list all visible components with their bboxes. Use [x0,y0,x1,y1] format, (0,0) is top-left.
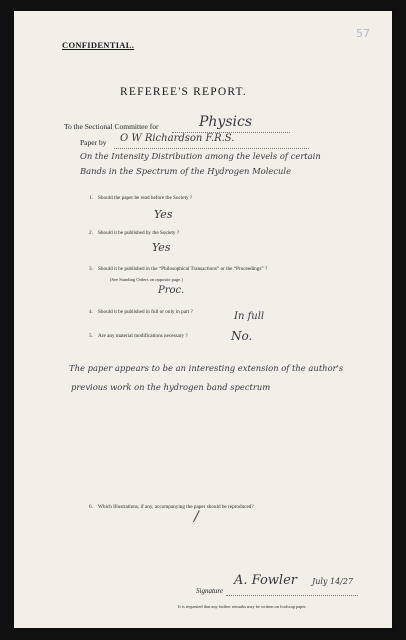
signature-dotted-line [226,595,358,596]
paper-title-line2: Bands in the Spectrum of the Hydrogen Molecule [80,166,292,176]
question-4-answer: In full [234,311,265,322]
signature-name: A. Fowler [234,573,297,588]
question-3-note: (See Standing Orders on opposite page.) [110,277,183,282]
question-5-number: 5. [89,333,93,339]
question-2-text: Should it be published by the Society ? [98,230,180,236]
question-1-text: Should the paper be read before the Society ? [98,195,193,201]
committee-label: To the Sectional Committee for [64,122,159,131]
paper-author: O W Richardson F.R.S. [120,133,235,144]
question-2-answer: Yes [152,241,171,254]
question-5-answer: No. [231,329,253,343]
question-6-number: 6. [89,504,93,510]
question-6-text: Which Illustrations, if any, accompanying the paper should be reproduced? [98,504,254,510]
question-3-answer: Proc. [158,285,185,296]
paper-by-dotted-line [114,148,309,149]
signature-date: July 14/27 [312,577,354,586]
referee-comment-line1: The paper appears to be an interesting extension of the author's [69,363,344,373]
report-title: REFEREE'S REPORT. [120,86,247,98]
footer-note: It is requested that any further remarks may be written on foolscap paper. [178,604,307,609]
question-1-number: 1. [89,195,93,201]
question-2-number: 2. [89,230,93,236]
question-6-answer: / [194,509,199,525]
confidential-heading: CONFIDENTIAL. [62,40,135,50]
referee-comment-line2: previous work on the hydrogen band spectrum [71,382,271,392]
question-5-text: Are any material modifications necessary ? [98,333,188,339]
committee-value: Physics [199,114,253,130]
signature-label: Signature [196,587,223,595]
question-4-text: Should it be published in full or only in part ? [98,309,193,315]
question-4-number: 4. [89,309,93,315]
referee-report-form [14,11,392,628]
paper-title-line1: On the Intensity Distribution among the levels of certain [80,151,321,161]
question-3-text: Should it be published in the “Philosophical Transactions” or the “Proceedings” ? [98,266,268,272]
paper-by-label: Paper by [80,138,107,147]
question-3-number: 3. [89,266,93,272]
question-1-answer: Yes [154,208,173,221]
pencil-page-number: 57 [356,27,370,40]
